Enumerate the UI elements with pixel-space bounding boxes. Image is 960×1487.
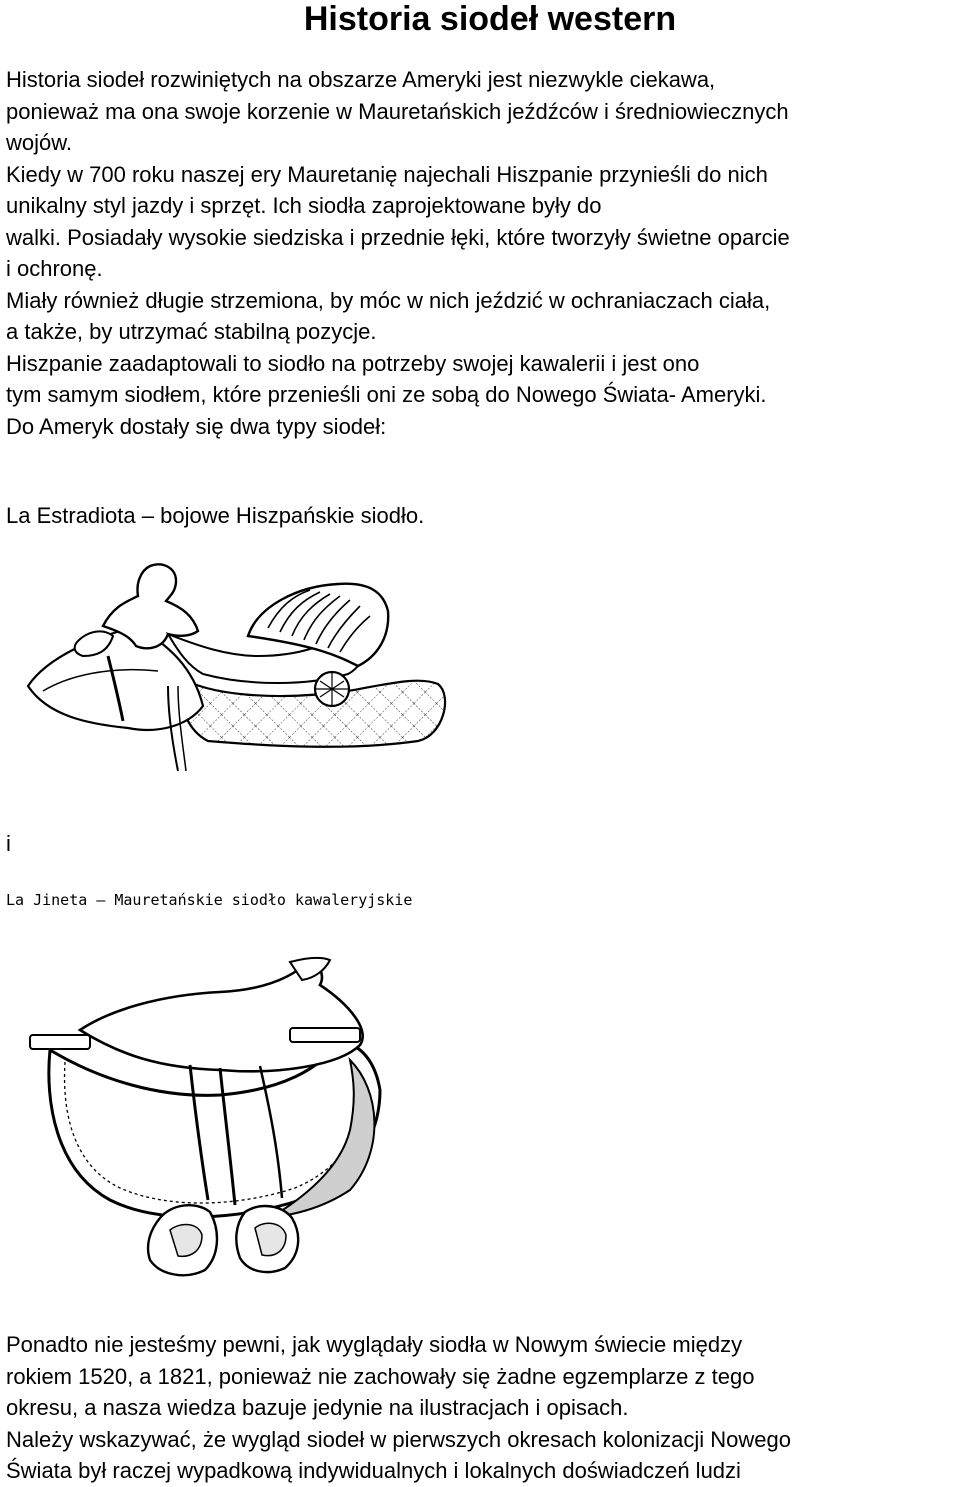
- intro-line: ponieważ ma ona swoje korzenie w Mauretańskich jeźdźców i średniowiecznych: [6, 98, 789, 124]
- intro-line: Kiedy w 700 roku naszej ery Mauretanię najechali Hiszpanie przynieśli do nich: [6, 161, 768, 187]
- intro-line: tym samym siodłem, które przenieśli oni ze sobą do Nowego Świata- Ameryki.: [6, 382, 767, 407]
- intro-line: Do Ameryk dostały się dwa typy siodeł:: [6, 413, 387, 439]
- connector-text: i: [6, 831, 11, 856]
- intro-paragraph: [6, 64, 956, 442]
- closing-line: Należy wskazywać, że wygląd siodeł w pierwszych okresach kolonizacji Nowego: [6, 1426, 791, 1452]
- intro-line: a także, by utrzymać stabilną pozycje.: [6, 319, 377, 344]
- closing-line: rokiem 1520, a 1821, ponieważ nie zachowały się żadne egzemplarze z tego: [6, 1363, 755, 1389]
- estradiota-caption: La Estradiota – bojowe Hiszpańskie siodło.: [6, 503, 425, 528]
- jineta-caption: La Jineta – Mauretańskie siodło kawaleryjskie: [6, 891, 413, 909]
- intro-line: wojów.: [6, 130, 73, 155]
- closing-paragraph: [6, 1329, 956, 1487]
- intro-line: i ochronę.: [6, 256, 103, 281]
- intro-line: unikalny styl jazdy i sprzęt. Ich siodła zaprojektowane były do: [6, 193, 602, 218]
- closing-line: Ponadto nie jesteśmy pewni, jak wyglądały siodła w Nowym świecie między: [6, 1332, 743, 1357]
- jineta-saddle-illustration: [20, 950, 400, 1310]
- intro-line: Miały również długie strzemiona, by móc w nich jeździć w ochraniaczach ciała,: [6, 287, 771, 313]
- closing-line: okresu, a nasza wiedza bazuje jedynie na ilustracjach i opisach.: [6, 1395, 629, 1420]
- intro-line: Historia siodeł rozwiniętych na obszarze Ameryki jest niezwykle ciekawa,: [6, 67, 716, 92]
- closing-line: Świata był raczej wypadkową indywidualnych i lokalnych doświadczeń ludzi: [6, 1458, 741, 1483]
- page-title: Historia siodeł western: [303, 0, 677, 38]
- intro-line: walki. Posiadały wysokie siedziska i przednie łęki, które tworzyły świetne oparcie: [6, 224, 790, 250]
- estradiota-saddle-illustration: [18, 556, 458, 776]
- intro-line: Hiszpanie zaadaptowali to siodło na potrzeby swojej kawalerii i jest ono: [6, 350, 700, 376]
